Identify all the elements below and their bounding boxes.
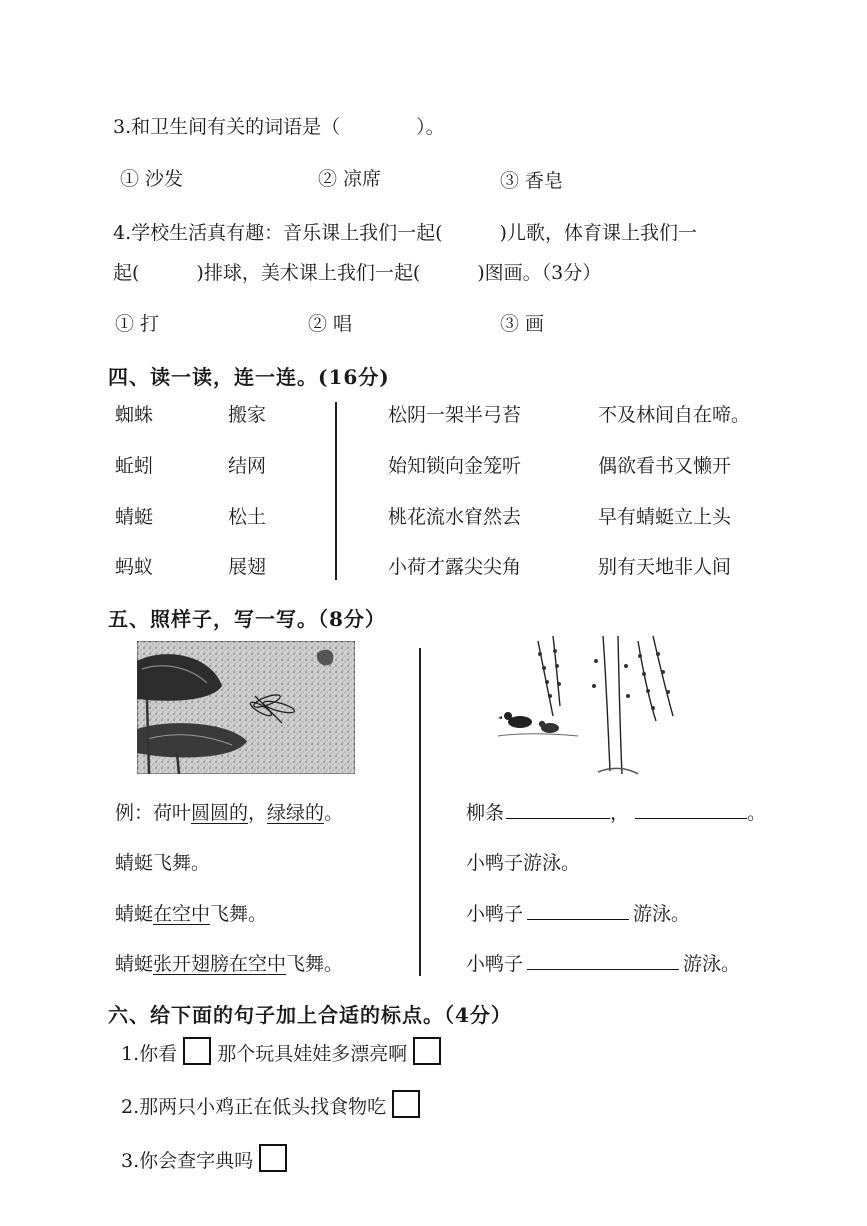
action-item: 搬家 (228, 404, 267, 426)
insect-item: 蜘蛛 (115, 404, 154, 426)
lotus-dragonfly-image (137, 641, 355, 774)
section-5-divider (419, 648, 421, 976)
answer-blank[interactable] (635, 817, 747, 819)
action-item: 松土 (228, 506, 267, 528)
dragonfly-sentence-1: 蜻蜓飞舞。 (115, 852, 211, 874)
section-6-heading: 六、给下面的句子加上合适的标点。（4分） (108, 1003, 512, 1027)
answer-blank[interactable] (527, 918, 629, 920)
punctuation-sentence-3: 3.你会查字典吗 (121, 1144, 287, 1173)
dragonfly-sentence-2: 蜻蜓在空中飞舞。 (115, 903, 268, 925)
duck-icon (498, 712, 559, 733)
section-5-heading: 五、照样子，写一写。（8分） (108, 607, 386, 631)
poem-line-right: 偶欲看书又懒开 (598, 455, 732, 477)
q4-option-1: ① 打 (115, 313, 160, 335)
example-sentence: 例：荷叶圆圆的，绿绿的。 (115, 802, 344, 824)
question-3: 3.和卫生间有关的词语是（ ）。 (113, 116, 445, 138)
duck-sentence-2: 小鸭子 游泳。 (466, 903, 691, 925)
poem-line-left: 始知锁向金笼听 (388, 455, 522, 477)
punctuation-box[interactable] (259, 1144, 287, 1172)
poem-line-right: 别有天地非人间 (598, 556, 732, 578)
duck-sentence-1: 小鸭子游泳。 (466, 852, 581, 874)
action-item: 展翅 (228, 556, 267, 578)
duck-sentence-3: 小鸭子 游泳。 (466, 953, 741, 975)
q4-option-2: ② 唱 (308, 313, 353, 335)
section-4-heading: 四、读一读，连一连。(16分) (108, 365, 390, 389)
poem-line-right: 不及林间自在啼。 (598, 404, 751, 426)
poem-line-left: 桃花流水窅然去 (388, 506, 522, 528)
poem-line-left: 松阴一架半弓苔 (388, 404, 522, 426)
willow-ducks-image (498, 636, 703, 776)
action-item: 结网 (228, 455, 267, 477)
answer-blank[interactable] (527, 968, 679, 970)
q3-option-1: ① 沙发 (120, 168, 184, 190)
insect-item: 蚂蚁 (115, 556, 154, 578)
insect-item: 蚯蚓 (115, 455, 154, 477)
dragonfly-sentence-3: 蜻蜓张开翅膀在空中飞舞。 (115, 953, 344, 975)
poem-line-right: 早有蜻蜓立上头 (598, 506, 732, 528)
punctuation-sentence-1: 1.你看 那个玩具娃娃多漂亮啊 (121, 1037, 441, 1066)
q4-option-3: ③ 画 (500, 313, 545, 335)
punctuation-sentence-2: 2.那两只小鸡正在低头找食物吃 (121, 1090, 420, 1119)
punctuation-box[interactable] (413, 1037, 441, 1065)
question-4-line-2: 起( )排球，美术课上我们一起( )图画。（3分） (113, 262, 602, 284)
poem-line-left: 小荷才露尖尖角 (388, 556, 522, 578)
punctuation-box[interactable] (183, 1037, 211, 1065)
question-4-line-1: 4.学校生活真有趣：音乐课上我们一起( )儿歌，体育课上我们一 (113, 222, 697, 244)
q3-option-2: ② 凉席 (318, 168, 382, 190)
punctuation-box[interactable] (392, 1090, 420, 1118)
section-4-divider (335, 402, 337, 580)
answer-blank[interactable] (506, 817, 610, 819)
willow-sentence: 柳条 ， 。 (466, 802, 767, 824)
q3-option-3: ③ 香皂 (500, 170, 564, 192)
insect-item: 蜻蜓 (115, 506, 154, 528)
